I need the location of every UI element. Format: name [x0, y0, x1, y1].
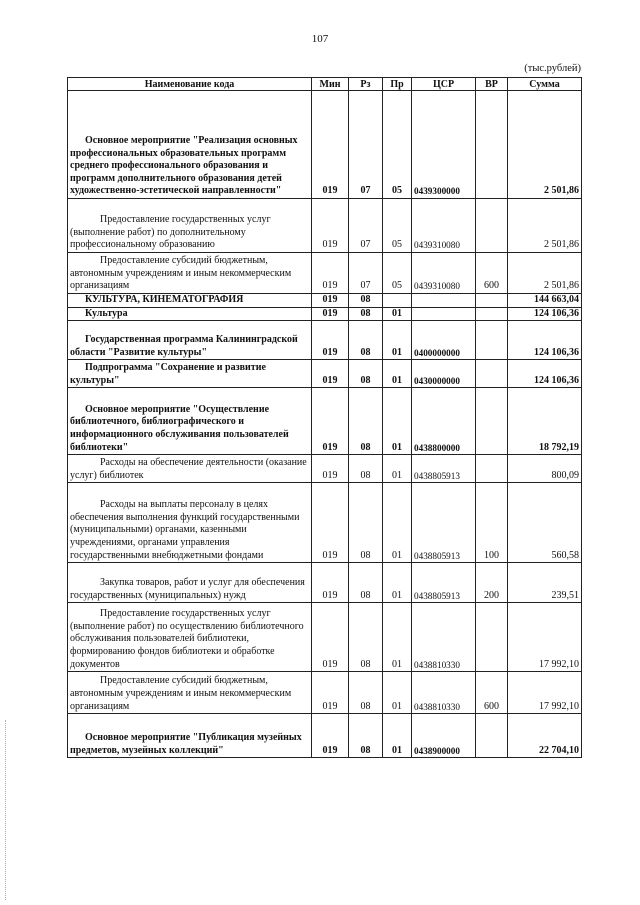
cell-name: Культура: [68, 307, 312, 321]
cell-sum: 2 501,86: [508, 91, 582, 199]
cell-rz: 07: [349, 253, 383, 294]
cell-vr: 200: [476, 563, 508, 603]
cell-pr: 01: [383, 714, 412, 758]
table-row: [68, 563, 582, 603]
cell-name: Предоставление субсидий бюджетным, автономным учреждениям и иным некоммерческим организациям: [68, 253, 312, 294]
cell-rz: 08: [349, 483, 383, 563]
cell-sum: 560,58: [508, 483, 582, 563]
cell-vr: [476, 307, 508, 321]
cell-pr: 01: [383, 307, 412, 321]
table-row: [68, 455, 582, 483]
table-row: [68, 672, 582, 714]
header-csr: ЦСР: [412, 78, 476, 91]
cell-rz: 08: [349, 603, 383, 672]
header-sum: Сумма: [508, 78, 582, 91]
cell-pr: 05: [383, 253, 412, 294]
cell-name: Закупка товаров, работ и услуг для обеспечения государственных (муниципальных) нужд: [68, 563, 312, 603]
cell-csr: 0438810330: [412, 603, 476, 672]
cell-csr: 0438805913: [412, 483, 476, 563]
cell-pr: 01: [383, 603, 412, 672]
cell-csr: [412, 307, 476, 321]
cell-pr: [383, 294, 412, 308]
table-row: [68, 360, 582, 388]
cell-name: Основное мероприятие "Публикация музейных предметов, музейных коллекций": [68, 714, 312, 758]
cell-rz: 08: [349, 563, 383, 603]
table-row: [68, 307, 582, 321]
cell-sum: 124 106,36: [508, 321, 582, 360]
table-row: [68, 714, 582, 758]
cell-name: Предоставление субсидий бюджетным, автономным учреждениям и иным некоммерческим организациям: [68, 672, 312, 714]
table-row: [68, 253, 582, 294]
cell-name: КУЛЬТУРА, КИНЕМАТОГРАФИЯ: [68, 294, 312, 308]
cell-sum: 239,51: [508, 563, 582, 603]
cell-csr: 0439300000: [412, 91, 476, 199]
header-name: Наименование кода: [68, 78, 312, 91]
cell-name: Основное мероприятие "Реализация основных профессиональных образовательных программ среднего профессионального образования и программ дополнительного образования детей художественно-эстетической направленности": [68, 91, 312, 199]
cell-name: Предоставление государственных услуг (выполнение работ) по осуществлению библиотечного обслуживания пользователей библиотеки, формированию фондов библиотеки и обработке документов: [68, 603, 312, 672]
cell-min: 019: [312, 253, 349, 294]
cell-sum: 124 106,36: [508, 360, 582, 388]
cell-min: 019: [312, 483, 349, 563]
cell-vr: [476, 714, 508, 758]
cell-vr: 100: [476, 483, 508, 563]
cell-sum: 22 704,10: [508, 714, 582, 758]
cell-name: Основное мероприятие "Осуществление библиотечного, библиографического и информационного обслуживания пользователей библиотеки": [68, 388, 312, 455]
header-vr: ВР: [476, 78, 508, 91]
cell-csr: 0438900000: [412, 714, 476, 758]
cell-vr: 600: [476, 253, 508, 294]
cell-min: 019: [312, 563, 349, 603]
cell-pr: 01: [383, 563, 412, 603]
header-rz: Рз: [349, 78, 383, 91]
cell-min: 019: [312, 307, 349, 321]
cell-rz: 07: [349, 199, 383, 253]
table-body: [68, 91, 582, 758]
cell-csr: [412, 294, 476, 308]
cell-min: 019: [312, 321, 349, 360]
cell-csr: 0430000000: [412, 360, 476, 388]
cell-rz: 08: [349, 307, 383, 321]
scan-edge-dots: [5, 720, 7, 900]
cell-min: 019: [312, 91, 349, 199]
cell-rz: 07: [349, 91, 383, 199]
cell-name: Подпрограмма "Сохранение и развитие культуры": [68, 360, 312, 388]
cell-sum: 144 663,04: [508, 294, 582, 308]
cell-name: Расходы на выплаты персоналу в целях обеспечения выполнения функций государственными (муниципальными) органами, казенными учреждениями, органами управления государственными внебюджетными фондами: [68, 483, 312, 563]
cell-name: Расходы на обеспечение деятельности (оказание услуг) библиотек: [68, 455, 312, 483]
header-pr: Пр: [383, 78, 412, 91]
header-min: Мин: [312, 78, 349, 91]
cell-vr: 600: [476, 672, 508, 714]
cell-csr: 0438800000: [412, 388, 476, 455]
cell-csr: 0400000000: [412, 321, 476, 360]
cell-sum: 2 501,86: [508, 199, 582, 253]
page-number: 107: [311, 33, 329, 45]
cell-rz: 08: [349, 321, 383, 360]
cell-csr: 0438805913: [412, 563, 476, 603]
cell-min: 019: [312, 455, 349, 483]
cell-pr: 01: [383, 672, 412, 714]
cell-csr: 0438810330: [412, 672, 476, 714]
cell-sum: 2 501,86: [508, 253, 582, 294]
table-row: [68, 91, 582, 199]
cell-pr: 01: [383, 483, 412, 563]
cell-min: 019: [312, 294, 349, 308]
cell-sum: 800,09: [508, 455, 582, 483]
cell-min: 019: [312, 388, 349, 455]
cell-pr: 05: [383, 91, 412, 199]
cell-rz: 08: [349, 294, 383, 308]
cell-vr: [476, 455, 508, 483]
table-row: [68, 321, 582, 360]
cell-rz: 08: [349, 360, 383, 388]
cell-vr: [476, 388, 508, 455]
table-row: [68, 294, 582, 308]
cell-pr: 05: [383, 199, 412, 253]
cell-pr: 01: [383, 321, 412, 360]
table-row: [68, 388, 582, 455]
cell-sum: 18 792,19: [508, 388, 582, 455]
cell-vr: [476, 199, 508, 253]
cell-rz: 08: [349, 388, 383, 455]
cell-sum: 17 992,10: [508, 672, 582, 714]
cell-rz: 08: [349, 455, 383, 483]
cell-pr: 01: [383, 388, 412, 455]
cell-min: 019: [312, 603, 349, 672]
cell-csr: 0439310080: [412, 199, 476, 253]
table-row: [68, 483, 582, 563]
cell-rz: 08: [349, 672, 383, 714]
cell-csr: 0438805913: [412, 455, 476, 483]
units-label: (тыс.рублей): [524, 63, 581, 74]
table-row: [68, 603, 582, 672]
budget-table: [67, 77, 582, 758]
table-header-row: [68, 78, 582, 91]
cell-vr: [476, 294, 508, 308]
cell-vr: [476, 91, 508, 199]
cell-min: 019: [312, 672, 349, 714]
cell-min: 019: [312, 199, 349, 253]
cell-sum: 17 992,10: [508, 603, 582, 672]
cell-min: 019: [312, 360, 349, 388]
cell-pr: 01: [383, 455, 412, 483]
cell-pr: 01: [383, 360, 412, 388]
cell-csr: 0439310080: [412, 253, 476, 294]
cell-rz: 08: [349, 714, 383, 758]
cell-vr: [476, 603, 508, 672]
cell-vr: [476, 321, 508, 360]
cell-name: Предоставление государственных услуг (выполнение работ) по дополнительному профессиональному образованию: [68, 199, 312, 253]
cell-name: Государственная программа Калининградской области "Развитие культуры": [68, 321, 312, 360]
table-row: [68, 199, 582, 253]
cell-sum: 124 106,36: [508, 307, 582, 321]
cell-vr: [476, 360, 508, 388]
cell-min: 019: [312, 714, 349, 758]
